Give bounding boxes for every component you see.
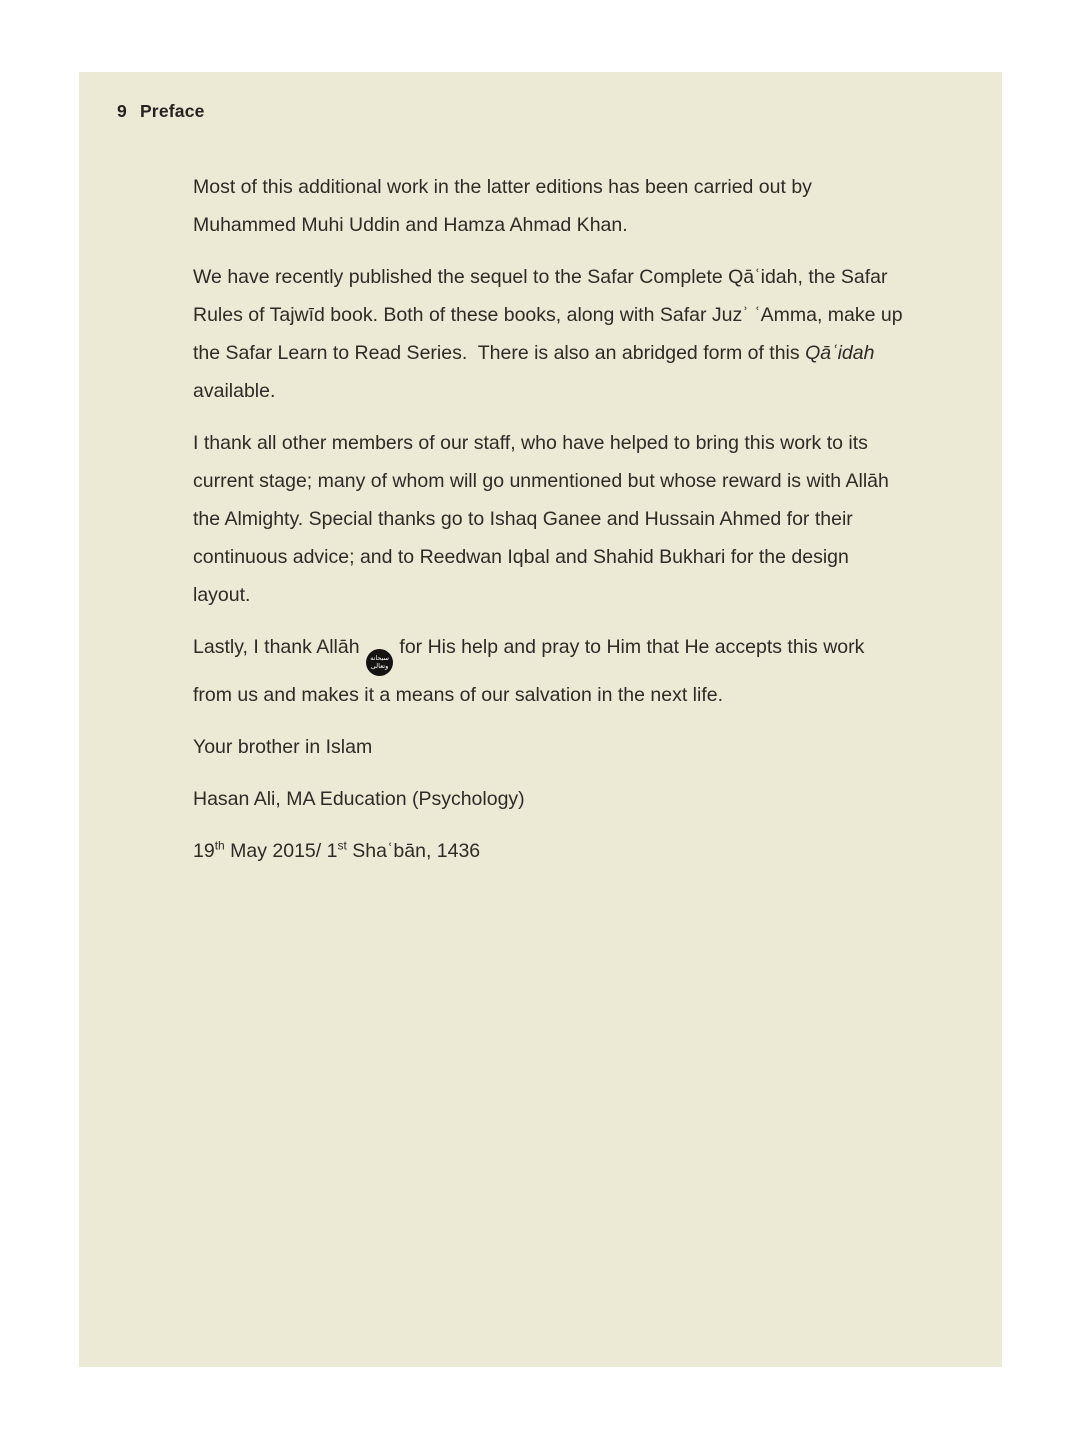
text-segment: We have recently published the sequel to the Safar Complete Qāʿidah, the Safar Rules of Tajwīd book. Both of these books, along with Safar Juzʾ ʿAmma, make up the Safar Learn to Read Series. There is also an abridged form of this xyxy=(193,266,909,364)
text-segment: for His help and pray to Him that He accepts this work from us and makes it a means of our salvation in the next life. xyxy=(193,636,870,706)
text-segment: Qāʿidah xyxy=(805,342,875,364)
text-segment: st xyxy=(337,838,347,853)
text-segment: Shaʿbān, 1436 xyxy=(346,840,481,862)
book-page xyxy=(79,72,1002,1367)
paragraph xyxy=(193,832,907,870)
text-segment: th xyxy=(214,838,225,853)
preface-body xyxy=(193,168,907,884)
paragraph xyxy=(193,628,907,714)
text-segment: Hasan Ali, MA Education (Psychology) xyxy=(193,788,525,810)
paragraph xyxy=(193,424,907,614)
text-segment: available. xyxy=(193,342,880,402)
text-segment: Lastly, I thank Allāh xyxy=(193,636,365,658)
paragraph xyxy=(193,728,907,766)
paragraph xyxy=(193,780,907,818)
subhanahu-wa-taala-medallion-icon: سبحانه وتعالى xyxy=(366,649,393,676)
paragraph xyxy=(193,258,907,410)
page-header xyxy=(117,101,205,122)
paragraph xyxy=(193,168,907,244)
page-number: 9 xyxy=(117,101,127,121)
text-segment: Your brother in Islam xyxy=(193,736,373,758)
text-segment: Most of this additional work in the latter editions has been carried out by Muhammed Muhi Uddin and Hamza Ahmad Khan. xyxy=(193,176,818,236)
text-segment: I thank all other members of our staff, who have helped to bring this work to its current stage; many of whom will go unmentioned but whose reward is with Allāh the Almighty. Special thanks go to Ishaq Ganee and Hussain Ahmed for their continuous advice; and to Reedwan Iqbal and Shahid Bukhari for the design layout. xyxy=(193,432,895,606)
text-segment: 19 xyxy=(193,840,215,862)
text-segment: May 2015/ 1 xyxy=(224,840,338,862)
page-title: Preface xyxy=(139,101,205,121)
